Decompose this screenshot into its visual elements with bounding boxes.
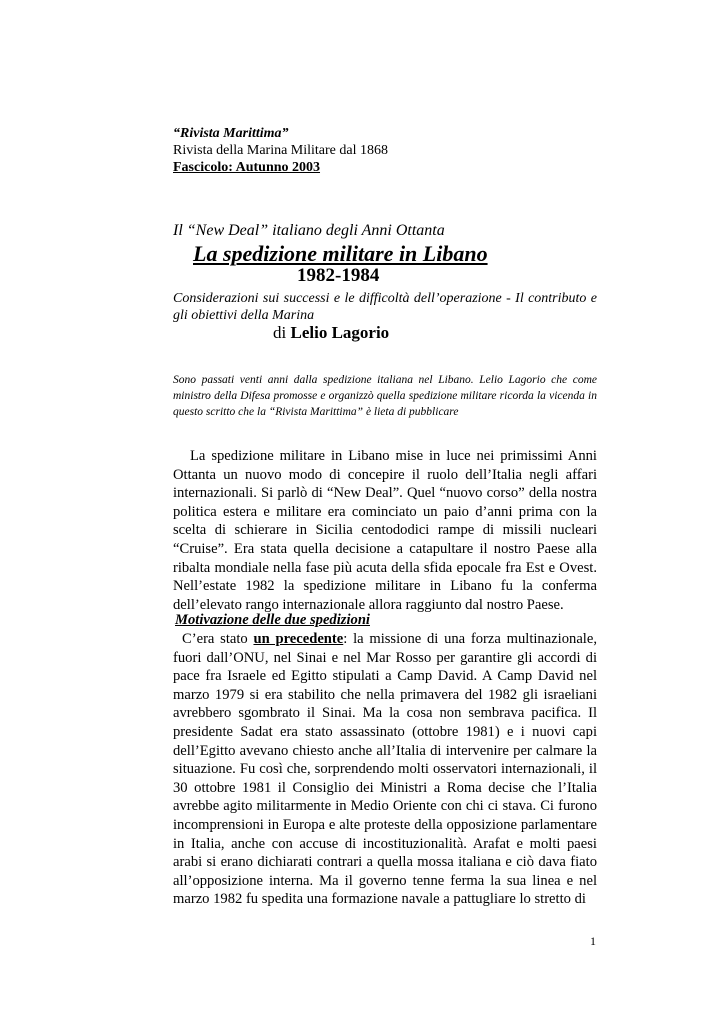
body-paragraph-2 — [173, 630, 597, 909]
article-years: 1982-1984 — [297, 265, 380, 286]
paragraph-text: La spedizione militare in Libano mise in luce nei primissimi Anni Ottanta un nuovo modo di concepire il ruolo dell’Italia negli affari internazionali. Si parlò di “New Deal”. Quel “nuovo corso” della nostra politica estera e militare era cominciato un paio d’anni prima con la scelta di schierare in Sicilia centododici rampe di missili nucleari “Cruise”. Era stata quella decisione a catapultare il nostro Paese alla ribalta mondiale nella fase più acuta della sfida epocale fra Est e Ovest. Nell’estate 1982 la spedizione militare in Libano fu la conferma dell’elevato rango internazionale allora raggiunto dal nostro Paese. — [173, 448, 597, 613]
paragraph-rest: : la missione di una forza multinazionale, fuori dall’ONU, nel Sinai e nel Mar Rosso per garantire gli accordi di pace fra Israele ed Egitto stipulati a Camp David. A Camp David nel marzo 1979 si era stabilito che nella primavera del 1982 gli israeliani avrebbero sgombrato il Sinai. Ma la cosa non sembrava pacifica. Il presidente Sadat era stato assassinato (ottobre 1981) e i nuovi capi dell’Egitto avevano chiesto anche all’Italia di intervenire per calmare la situazione. Fu così che, sorprendendo molti osservatori internazionali, il 30 ottobre 1981 il Consiglio dei Ministri a Roma decise che l’Italia avrebbe agito militarmente in Medio Oriente con chi ci stava. Ci furono incomprensioni in Europa e alte proteste della opposizione parlamentare in Italia, anche con accuse di incostituzionalità. Arafat e molti paesi arabi si erano dichiarati contrari a quella mossa italiana e ciò dava fiato all’opposizione interna. Ma il governo tenne ferma la sua linea e nel marzo 1982 fu spedita una formazione navale a pattugliare lo stretto di — [173, 631, 597, 908]
paragraph-text — [173, 630, 597, 909]
byline — [273, 323, 389, 343]
byline-prefix: di — [273, 323, 291, 342]
article-intro: Sono passati venti anni dalla spedizione italiana nel Libano. Lelio Lagorio che come ministro della Difesa promosse e organizzò quella spedizione militare ricorda la vicenda in questo scritto che la “Rivista Marittima” è lieta di pubblicare — [173, 374, 597, 418]
author-name: Lelio Lagorio — [290, 323, 390, 342]
paragraph-lead: C’era stato — [182, 631, 254, 647]
issue-label: Fascicolo: Autunno 2003 — [173, 160, 321, 175]
article-kicker: Il “New Deal” italiano degli Anni Ottanta — [173, 222, 445, 239]
magazine-name: “Rivista Marittima” — [173, 126, 289, 141]
article-title: La spedizione militare in Libano — [193, 241, 488, 266]
article-subtitle: Considerazioni sui successi e le difficoltà dell’operazione - Il contributo e gli obiettivi della Marina — [173, 291, 597, 323]
magazine-subtitle: Rivista della Marina Militare dal 1868 — [173, 143, 389, 158]
publication-header — [173, 125, 597, 176]
section-heading: Motivazione delle due spedizioni — [175, 612, 370, 628]
emphasized-phrase: un precedente — [253, 631, 344, 647]
page-number: 1 — [590, 934, 596, 948]
body-paragraph-1 — [173, 447, 597, 614]
